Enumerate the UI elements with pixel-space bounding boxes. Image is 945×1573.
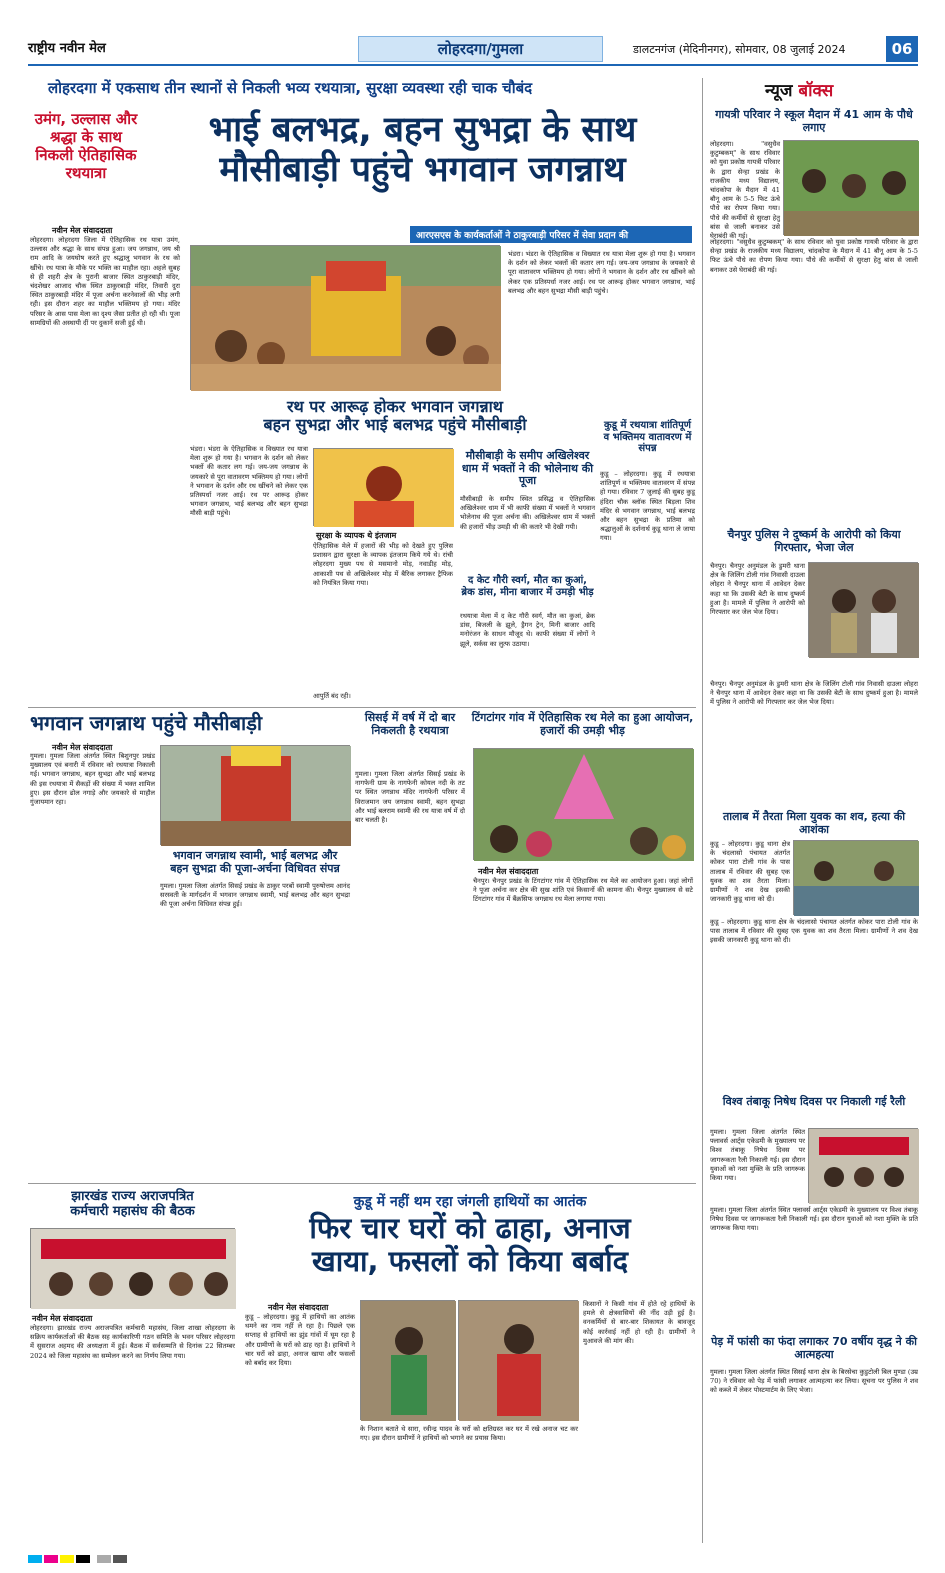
news-item-3-headline: तालाब में तैरता मिला युवक का शव, हत्या की आशंका <box>722 810 906 837</box>
kudu-rath-headline: कुडू में रथयात्रा शांतिपूर्ण व भक्तिमय वातावरण में संपन्न <box>603 420 692 454</box>
lead-photo-caption: आरएसएस के कार्यकर्ताओं ने ठाकुरबाड़ी परिसर में सेवा प्रदान की <box>410 226 692 243</box>
news-item-1-body-cont: लोहरदगा। "वसुधैव कुटुम्बकम्" के साथ रविवार को युवा प्रकोष्ठ गायत्री परिवार के द्वारा सेन्हा प्रखंड के राजकीय मध्य विद्यालय, चांदकोपा के मैदान में 41 बौनू आम के 5-5 फिट ऊंचे पौधे का रोपण किया गया। पौधे की कर्मीयों से सुरक्षा हेतु बांस से जाली बनाकर उसे घेराबंदी की गई। <box>710 238 918 274</box>
puja-headline-line2: बहन सुभद्रा की पूजा-अर्चना विधिवत संपन्न <box>170 861 340 875</box>
elephant-headline-line1: फिर चार घरों को ढाहा, अनाज <box>309 1211 631 1245</box>
news-item-1-body: लोहरदगा। "वसुधैव कुटुम्बकम्" के साथ रविवार को युवा प्रकोष्ठ गायत्री परिवार के द्वारा सेन्हा प्रखंड के राजकीय मध्य विद्यालय, चांदकोपा के मैदान में 41 बौनू आम के 5-5 फिट ऊंचे पौधे का रोपण किया गया। पौधे की कर्मीयों से सुरक्षा हेतु बांस से जाली बनाकर उसे घेराबंदी की गई। <box>710 140 780 241</box>
police-image <box>809 563 919 658</box>
page-number: 06 <box>886 36 918 62</box>
rally-image <box>809 1129 919 1204</box>
elephant-headline <box>245 1212 695 1279</box>
union-photo <box>30 1228 235 1308</box>
rath-headline-line1: रथ पर आरूढ़ होकर भगवान जगन्नाथ <box>286 397 504 416</box>
rath-side-body: ऐतिहासिक मेले में हजारों की भीड़ को देखते हुए पुलिस प्रशासन द्वारा सुरक्षा के व्यापक इंतजाम किये गये थे। रांची लोहरदगा मुख्य पथ से मसमानो मोड़, नवाडीह मोड़, आकाशी पथ से अखिलेश्वर मोड़ में बैरिक लगाकर ट्रैफिक को नियंत्रित किया गया। <box>313 542 453 587</box>
masthead: राष्ट्रीय नवीन मेल <box>28 41 106 56</box>
news-item-3-photo <box>793 840 918 915</box>
news-item-2-body: चैनपुर। चैनपुर अनुमंडल के डुमरी थाना क्षेत्र के जिलिंग टोली गांव निवासी दाउला लोहरा ने चैनपुर थाना में आवेदन देकर कहा था कि उसकी बेटी के साथ दुष्कर्म हुआ है। मामले में पुलिस ने आरोपी को गिरफ्तार कर जेल भेज दिया। <box>710 562 805 617</box>
rath-procession-image <box>191 246 501 391</box>
chariot-image <box>161 746 351 846</box>
news-item-3-body: कुडू – लोहरदगा। कुडू थाना क्षेत्र के चंदलासो पंचायत अंतर्गत कोकर पारा टोली गांव के पास तालाब में रविवार की सुबह एक युवक का शव तैरता मिला। ग्रामीणों ने शव देख इसकी जानकारी कुडू थाना को दी। <box>710 840 790 904</box>
news-item-2-body-cont: चैनपुर। चैनपुर अनुमंडल के डुमरी थाना क्षेत्र के जिलिंग टोली गांव निवासी दाउला लोहरा ने चैनपुर थाना में आवेदन देकर कहा था कि उसकी बेटी के साथ दुष्कर्म हुआ है। मामले में पुलिस ने आरोपी को गिरफ्तार कर जेल भेज दिया। <box>710 680 918 707</box>
news-item-2-photo <box>808 562 918 657</box>
elephant-kicker: कुडू में नहीं थम रहा जंगली हाथियों का आतंक <box>353 1194 587 1210</box>
news-box-label-a: न्यूज <box>765 81 793 101</box>
elephant-headline-line2: खाया, फसलों को किया बर्बाद <box>311 1244 629 1279</box>
union-byline: नवीन मेल संवाददाता <box>32 1314 93 1323</box>
news-box-label <box>765 78 833 101</box>
puja-body: गुमला। गुमला जिला अंतर्गत सिसई प्रखंड के ठाकुर परबों स्वामी पुरुषोत्तम आनंद सरस्वती के मार्गदर्शन में भगवान जगन्नाथ स्वामी, भाई बलभद्र और बहन सुभद्रा की पूजा अर्चना विधिवत संपन्न हुई। <box>160 882 350 909</box>
pond-image <box>794 841 919 916</box>
villager-image <box>459 1301 579 1421</box>
elephant-byline: नवीन मेल संवाददाता <box>268 1303 329 1312</box>
mausibari-headline: भगवान जगन्नाथ पहुंचे मौसीबाड़ी <box>30 711 263 735</box>
rath-photo-caption: सुरक्षा के व्यापक थे इंतजाम <box>316 531 397 540</box>
news-item-4-body: गुमला। गुमला जिला अंतर्गत स्थित फ्लावर्स आर्ट्स एकेडमी के मुख्यालय पर विश्व तंबाकू निषेध दिवस पर जागरूकता रैली निकाली गई। इस दौरान युवाओं को नशा मुक्ति के प्रति जागरूक किया गया। <box>710 1128 805 1183</box>
kudu-rath-body: कुडू – लोहरदगा। कुडू में रथयात्रा शांतिपूर्ण व भक्तिमय वातावरण में संपन्न हो गया। रविवार 7 जुलाई की सुबह कुडू हंदिरा चौक ब्लॉक स्थित बिड़ला शिव मंदिर से भगवान जगन्नाथ, भाई बलभद्र और बहन सुभद्रा के प्रतिमा को श्रद्धालुओं के दर्शनार्थ कुडू थाना ले जाया गया। <box>600 470 695 543</box>
mela-body: रथयात्रा मेला में द केट गौरी स्वर्ग, मौत का कुआं, ब्रेक डांस, बिजली के झूले, ड्रैगन ट्रेन, मिनी बाजार आदि मनोरंजन के साधन मौजूद थे। काफी संख्या में लोगों ने झूले, सर्कस का लुत्फ उठाया। <box>460 612 595 648</box>
section-label: लोहरदगा/गुमला <box>358 36 603 62</box>
page-header <box>28 34 918 66</box>
lead-headline <box>150 110 695 191</box>
lead-headline-line2: मौसीबाड़ी पहुंचे भगवान जगन्नाथ <box>219 150 626 191</box>
elephant-body-2: के निशान बताते थे सारा, रवीन्द्र यादव के घरों को क्षतिग्रस्त कर घर में रखे अनाज चट कर गए। इस दौरान ग्रामीणों ने हाथियों को भगाने का प्रयास किया। <box>360 1425 578 1443</box>
tree-planting-image <box>784 141 919 236</box>
lead-photo <box>190 245 500 390</box>
lead-body-right: भंडरा। भंडरा के ऐतिहासिक व विख्यात रथ यात्रा मेला शुरू हो गया है। भगवान के दर्शन को लेकर भक्तों की कतार लग गई। जय-जय जगन्नाथ के जयकारे से पूरा वातावरण भक्तिमय हो गया। लोगों ने भगवान के दर्शन और रथ खींचने को लेकर एक प्रतिस्पर्धा नजर आई। रथ पर आरूढ़ होकर भगवान जगन्नाथ, भाई बलभद्र और बहन सुभद्रा मौसी बाड़ी पहुंचे। <box>508 250 695 295</box>
elephant-body-3: किसानों ने किसी गांव में होते रहे हाथियों के हमले से क्षेत्रवासियों की नींद उड़ी हुई है। वनकर्मियों से बार-बार शिकायत के बावजूद कोई कार्रवाई नहीं हो रही है। ग्रामीणों ने मुआवजे की मांग की। <box>583 1300 695 1345</box>
news-item-4-photo <box>808 1128 918 1203</box>
lead-byline: नवीन मेल संवाददाता <box>52 226 113 235</box>
rath-headline <box>190 398 600 435</box>
union-headline-line1: झारखंड राज्य अराजपत्रित <box>71 1189 194 1204</box>
news-item-1-headline: गायत्री परिवार ने स्कूल मैदान में 41 आम के पौधे लगाए <box>715 108 913 135</box>
news-item-2-headline: चैनपुर पुलिस ने दुष्कर्म के आरोपी को किया गिरफ्तार, भेजा जेल <box>727 528 901 555</box>
news-item-5-body: गुमला। गुमला जिला अंतर्गत स्थित सिसई थाना क्षेत्र के बिरसेचा कुडुटोली बिल मुण्डा (उम्र 70) ने रविवार को पेड़ में फांसी लगाकर आत्महत्या कर लिया। सूचना पर पुलिस ने शव को कब्जे में लेकर पोस्टमार्टम के लिए भेजा। <box>710 1368 918 1395</box>
rath-headline-line2: बहन सुभद्रा और भाई बलभद्र पहुंचे मौसीबाड़ी <box>263 415 527 435</box>
lead-headline-line1: भाई बलभद्र, बहन सुभद्रा के साथ <box>208 110 637 150</box>
mausibari-body: गुमला। गुमला जिला अंतर्गत स्थित बिशुनपुर प्रखंड मुख्यालय एवं बनारी में रविवार को रथयात्रा निकाली गई। भगवान जगन्नाथ, बहन सुभद्रा और भाई बलभद्र की इस रथयात्रा में सैकड़ों की संख्या में भक्त शामिल हुए। इस दौरान ढोल नगाड़े और जयकारे से माहौल गुंजायमान रहा। <box>30 752 155 807</box>
mela-crowd-image <box>474 749 694 861</box>
damaged-house-image <box>361 1301 456 1421</box>
news-item-5-headline: पेड़ में फांसी का फंदा लगाकर 70 वर्षीय वृद्ध ने की आत्महत्या <box>711 1335 917 1362</box>
meeting-image <box>31 1229 236 1309</box>
color-registration-bar <box>28 1548 918 1558</box>
tingtangar-photo <box>473 748 693 860</box>
elephant-photo-1 <box>360 1300 455 1420</box>
rath-body: भंडरा। भंडरा के ऐतिहासिक व विख्यात रथ यात्रा मेला शुरू हो गया है। भगवान के दर्शन को लेकर भक्तों की कतार लग गई। जय-जय जगन्नाथ के जयकारे से पूरा वातावरण भक्तिमय हो गया। लोगों ने भगवान के दर्शन और रथ खींचने को लेकर एक प्रतिस्पर्धा नजर आई। रथ पर आरूढ़ होकर भगवान जगन्नाथ, भाई बलभद्र और बहन सुभद्रा मौसी बाड़ी पहुंचे। <box>190 445 308 518</box>
lead-body: लोहरदगा। लोहरदगा जिला में ऐतिहासिक रथ यात्रा उमंग, उल्लास और श्रद्धा के साथ संपन्न हुआ। जय जगन्नाथ, जय श्री राम आदि के जयघोष करते हुए श्रद्धालु भगवान के रथ को खींचे। रथ यात्रा के मौके पर भक्ति का माहौल रहा। अहले सुबह से ही शहरी क्षेत्र के पुरानी बाजार स्थित ठाकुरबाड़ी मंदिर, चंदशेखर आजाद चौक स्थित ठाकुरबाड़ी मंदिर, तिवारी दुरा स्थित ठाकुरबाड़ी मंदिर में पूजा अर्चना करनेवालों की भीड़ लगी रही। इस दौरान शहर का माहौल भक्तिमय हो गया। मंदिर परिसर के आस पास मेला का दृश्य जैसा प्रतीत हो रही थी। पूजा सामग्रियों की अस्थायी दीं पर दुकानें सजी हुई थी। <box>30 236 180 327</box>
tingtangar-byline: नवीन मेल संवाददाता <box>478 867 539 876</box>
akhileshwar-headline: मौसीबाड़ी के समीप अखिलेश्वर धाम में भक्तों ने की भोलेनाथ की पूजा <box>461 449 594 488</box>
dateline: डालटनगंज (मेदिनीनगर), सोमवार, 08 जुलाई 2024 <box>633 43 846 56</box>
column-rule <box>702 78 703 1543</box>
union-headline <box>30 1190 235 1220</box>
union-body: लोहरदगा। झारखंड राज्य अराजपत्रित कर्मचारी महासंघ, जिला शाखा लोहरदगा के सक्रिय कार्यकर्ताओं की बैठक सह कार्यकारिणी गठन समिति के भवन परिसर लोहरदगा में सुसराज अहमद की अध्यक्षता में हुई। बैठक में सर्वसम्मति से दिनांक 22 सितम्बर 2024 को जिला महासंघ का सम्मेलन करने का निर्णय लिया गया। <box>30 1324 235 1360</box>
side-kicker: उमंग, उल्लास और श्रद्धा के साथ निकली ऐतिहासिक रथयात्रा <box>34 110 138 182</box>
news-item-3-body-cont: कुडू – लोहरदगा। कुडू थाना क्षेत्र के चंदलासो पंचायत अंतर्गत कोकर पारा टोली गांव के पास तालाब में रविवार की सुबह एक युवक का शव तैरता मिला। ग्रामीणों ने शव देख इसकी जानकारी कुडू थाना को दी। <box>710 918 918 945</box>
elephant-body: कुडू – लोहरदगा। कुडू में हाथियों का आतंक थमने का नाम नहीं ले रहा है। पिछले एक सप्ताह से हाथियों का झुंड गांवों में घूम रहा है और ग्रामीणों के घरों को ढाह रहा है। हाथियों ने चार घरों को ढाहा, अनाज खाया और फसलों को बर्बाद कर दिया। <box>245 1313 355 1368</box>
mausibari-photo <box>160 745 350 845</box>
rath-photo <box>313 448 453 526</box>
news-item-1-photo <box>783 140 918 235</box>
divider <box>28 707 696 708</box>
sisai-body: गुमला। गुमला जिला अंतर्गत सिसई प्रखंड के नागफेनी ग्राम के नागफेनी कोयल नदी के तट पर स्थित जगन्नाथ मंदिर नागफेनी परिसर में विराजमान जय जगन्नाथ स्वामी, बहन सुभद्रा और भाई बलराम स्वामी की रथ यात्रा वर्ष में दो बार चलती है। <box>355 770 465 825</box>
divider <box>28 1183 696 1184</box>
news-item-4-body-cont: गुमला। गुमला जिला अंतर्गत स्थित फ्लावर्स आर्ट्स एकेडमी के मुख्यालय पर विश्व तंबाकू निषेध दिवस पर जागरूकता रैली निकाली गई। इस दौरान युवाओं को नशा मुक्ति के प्रति जागरूक किया गया। <box>710 1206 918 1233</box>
akhileshwar-body: मौसीबाड़ी के समीप स्थित प्रसिद्ध व ऐतिहासिक अखिलेश्वर धाम में भी काफी संख्या में भक्तों ने भगवान भोलेनाथ की पूजा अर्चना की। अखिलेश्वर धाम में भक्तों की हजारों भीड़ उमड़ी थी की कतारे भी देखी गयी। <box>460 495 595 531</box>
mausibari-byline: नवीन मेल संवाददाता <box>52 743 113 752</box>
elephant-photo-2 <box>458 1300 578 1420</box>
rath-credit: आपुर्ति बंद रही। <box>313 692 351 700</box>
news-item-4-headline: विश्व तंबाकू निषेध दिवस पर निकाली गई रैली <box>722 1095 906 1108</box>
tingtangar-body: चैनपुर। चैनपुर प्रखंड के टिंगटांगर गांव में ऐतिहासिक रथ मेले का आयोजन हुआ। जहां लोगों ने पूजा अर्चना कर क्षेत्र की सुख शांति एवं किसानों की कामना की। चैनपुर मुख्यालय से सटे टिंगटांगर गांव में बैंक्रसिफ जगन्नाथ रथ मेला लगाया गया। <box>473 877 693 904</box>
news-box-label-b: बॉक्स <box>798 81 834 101</box>
puja-headline <box>160 850 350 875</box>
union-headline-line2: कर्मचारी महासंघ की बैठक <box>70 1203 195 1219</box>
tingtangar-headline: टिंगटांगर गांव में ऐतिहासिक रथ मेले का हुआ आयोजन, हजारों की उमड़ी भीड़ <box>471 711 694 737</box>
mela-subheadline: द केट गौरी स्वर्ग, मौत का कुआं, ब्रेक डांस, मीना बाजार में उमड़ी भीड़ <box>461 575 594 598</box>
sisai-headline: सिसई में वर्ष में दो बार निकलती है रथयात्रा <box>364 711 456 737</box>
puja-headline-line1: भगवान जगन्नाथ स्वामी, भाई बलभद्र और <box>172 849 338 862</box>
lead-kicker: लोहरदगा में एकसाथ तीन स्थानों से निकली भव्य रथयात्रा, सुरक्षा व्यवस्था रही चाक चौबंद <box>48 79 533 97</box>
deity-image <box>314 449 454 527</box>
